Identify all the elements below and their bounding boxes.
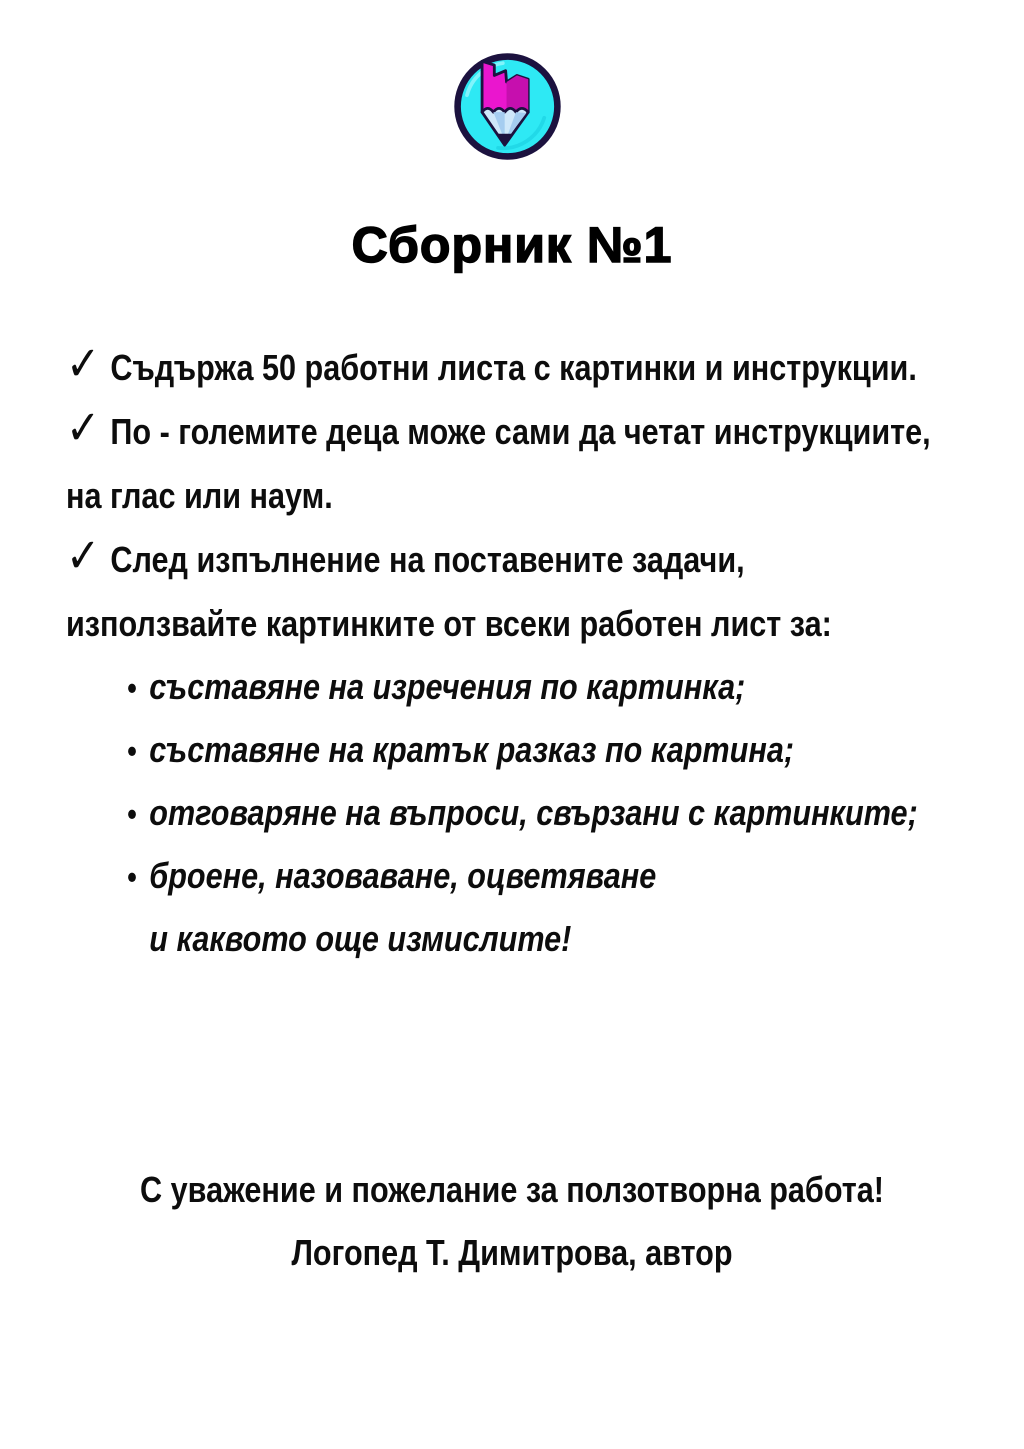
footer-author-line: Логопед Т. Димитрова, автор <box>291 1232 733 1273</box>
footer-signature <box>77 1158 947 1284</box>
checklist-row <box>66 592 984 656</box>
bullet-row <box>127 656 984 719</box>
checklist-text: По - големите деца може сами да четат инструкциите, <box>110 411 931 452</box>
page-title: Сборник №1 <box>351 217 673 273</box>
intro-checklist <box>66 336 984 656</box>
bullet-row <box>127 908 984 969</box>
bullet-row <box>127 719 984 782</box>
checklist-text: на глас или наум. <box>66 475 333 516</box>
checklist-row <box>66 400 984 464</box>
bullet-icon: • <box>127 670 137 706</box>
bullet-text: и каквото още измислите! <box>149 918 572 959</box>
intro-content <box>66 336 984 969</box>
bullet-text: броене, назоваване, оцветяване <box>149 855 657 896</box>
bullet-text: отговаряне на въпроси, свързани с картинките; <box>149 792 918 833</box>
bullet-icon: • <box>127 859 137 895</box>
bullet-text: съставяне на кратък разказ по картина; <box>149 729 795 770</box>
usage-bullet-list <box>66 656 984 969</box>
bullet-row <box>127 782 984 845</box>
bullet-icon: • <box>127 796 137 832</box>
checklist-text: Съдържа 50 работни листа с картинки и инструкции. <box>110 347 917 388</box>
footer-wish-line: С уважение и пожелание за ползотворна работа! <box>140 1169 884 1210</box>
checklist-text: използвайте картинките от всеки работен лист за: <box>66 603 832 644</box>
bullet-text: съставяне на изречения по картинка; <box>149 666 746 707</box>
pencil-logo <box>451 50 564 163</box>
bullet-row <box>127 845 984 908</box>
pencil-icon <box>451 50 564 163</box>
checklist-row <box>66 464 984 528</box>
bullet-icon: • <box>127 733 137 769</box>
check-icon: ✓ <box>66 400 101 456</box>
check-icon: ✓ <box>66 528 101 584</box>
checklist-row <box>66 528 984 592</box>
checklist-text: След изпълнение на поставените задачи, <box>110 539 745 580</box>
check-icon: ✓ <box>66 336 101 392</box>
checklist-row <box>66 336 984 400</box>
